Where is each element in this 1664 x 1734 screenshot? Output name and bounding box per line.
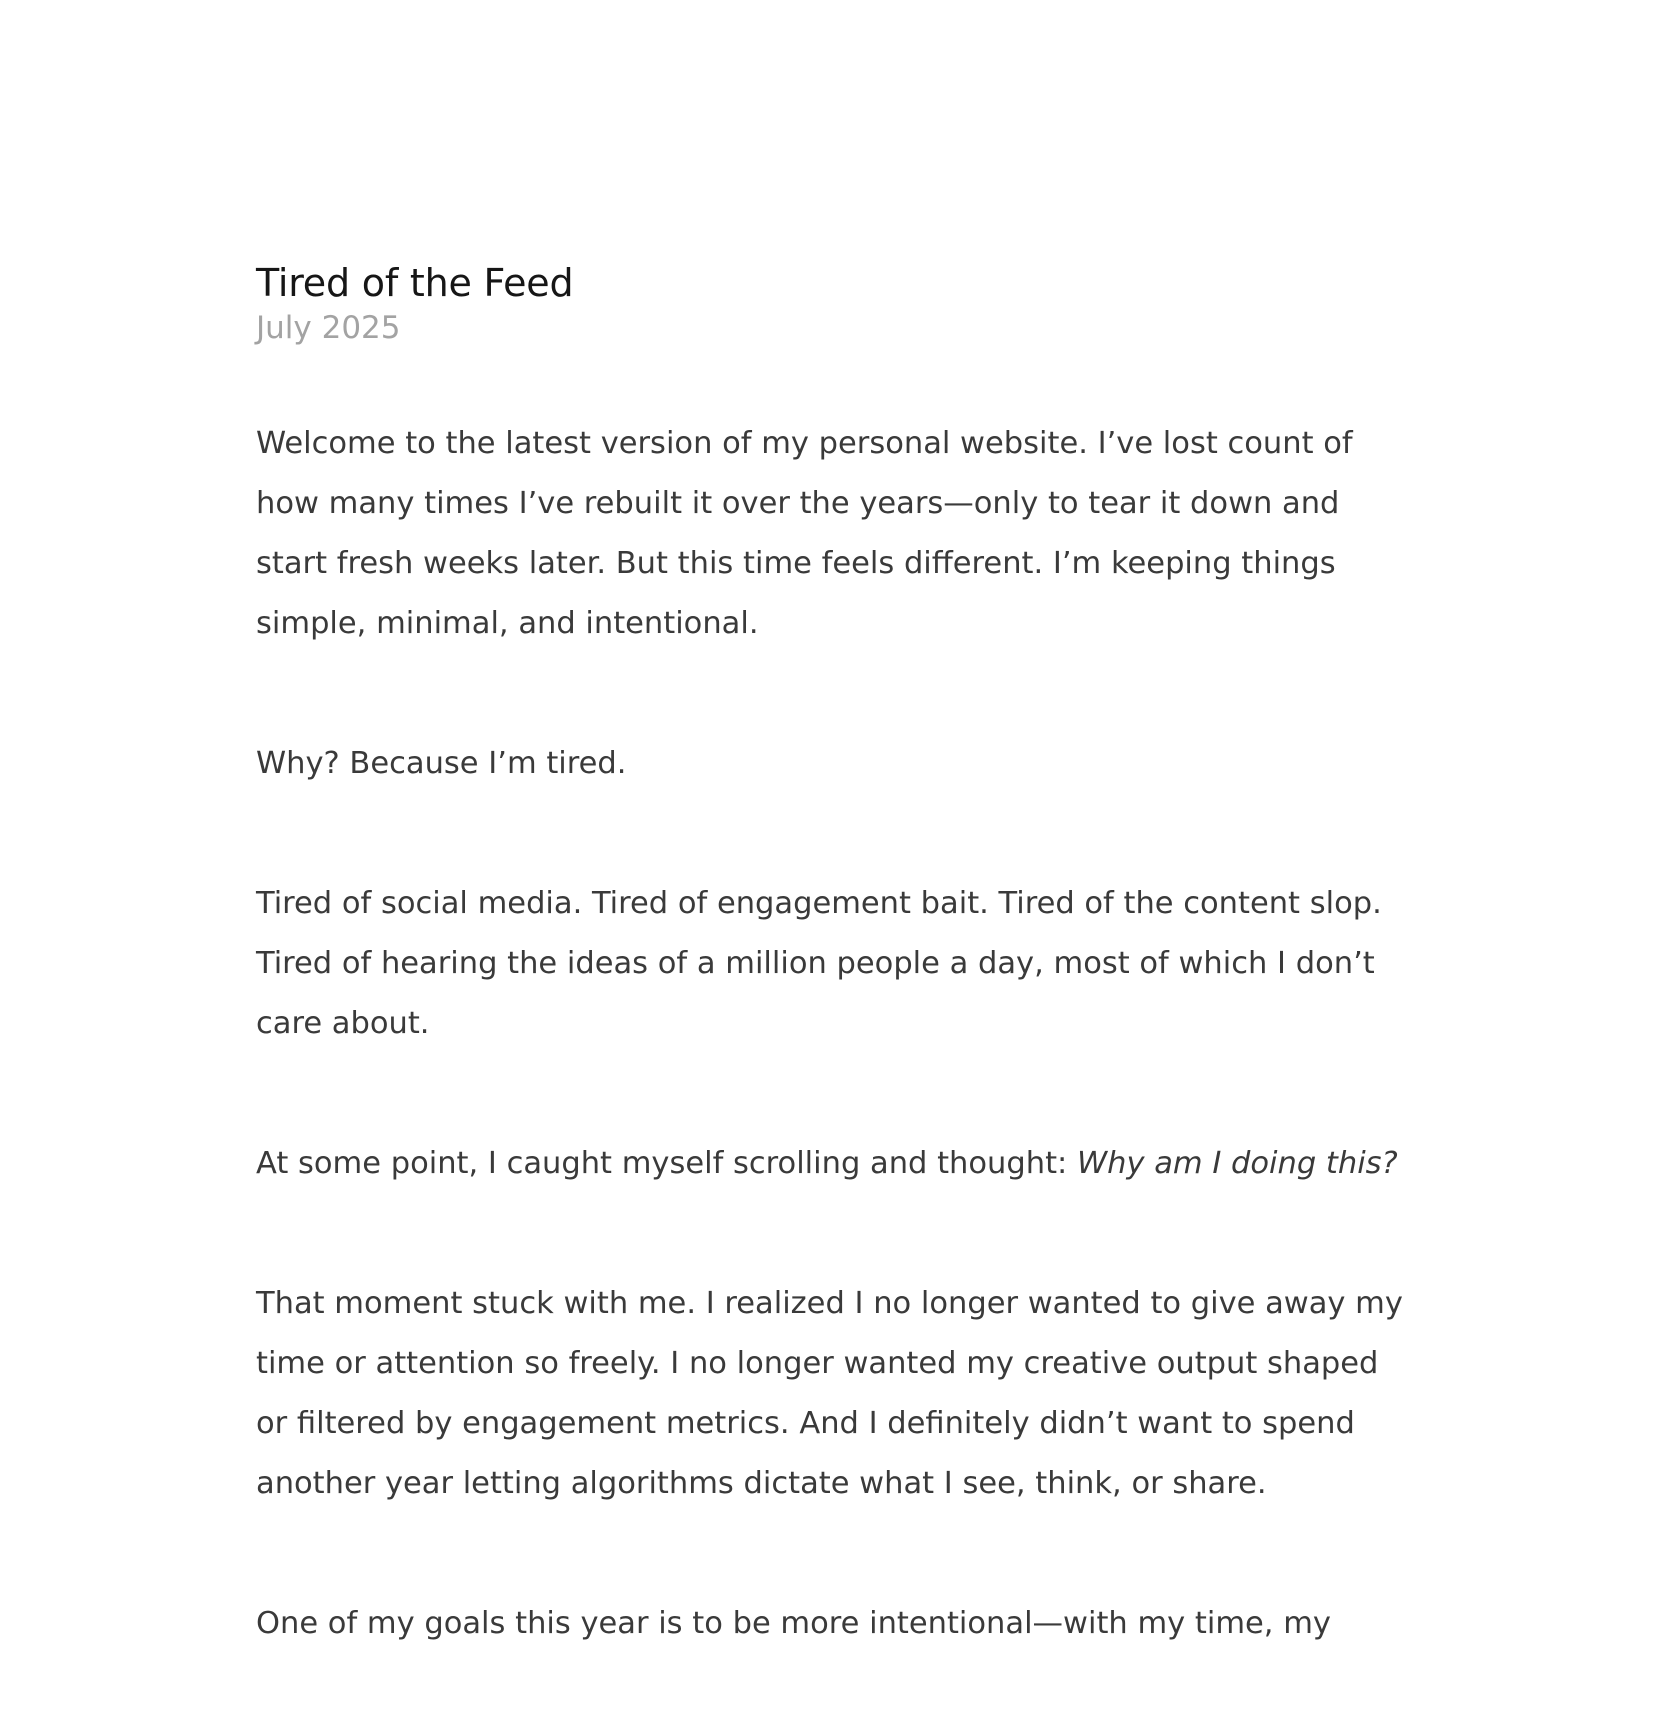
paragraph-scrolling: [256, 1134, 1416, 1194]
paragraph-scrolling-text: At some point, I caught myself scrolling and thought:: [256, 1146, 1077, 1181]
paragraph-why: Why? Because I’m tired.: [256, 746, 627, 781]
paragraph-realization: That moment stuck with me. I realized I no longer wanted to give away my time or attention so freely. I no longer wanted my creative output shaped or filtered by engagement metrics. And I definitely didn’t want to spend another year letting algorithms dictate what I see, think, or share.: [256, 1286, 1403, 1501]
article-date: July 2025: [256, 310, 401, 346]
paragraph-intro: Welcome to the latest version of my personal website. I’ve lost count of how many times I’ve rebuilt it over the years—only to tear it down and start fresh weeks later. But this time feels different. I’m keeping things simple, minimal, and intentional.: [256, 426, 1353, 641]
paragraph-goals: One of my goals this year is to be more intentional—with my time, my: [256, 1606, 1331, 1641]
paragraph-scrolling-emphasis: Why am I doing this?: [1077, 1146, 1398, 1181]
article-title: Tired of the Feed: [256, 261, 574, 305]
article-body: [256, 414, 1416, 1654]
paragraph-tired-of: Tired of social media. Tired of engagement bait. Tired of the content slop. Tired of hearing the ideas of a million people a day, most of which I don’t care about.: [256, 886, 1382, 1041]
article: [256, 258, 1416, 1734]
